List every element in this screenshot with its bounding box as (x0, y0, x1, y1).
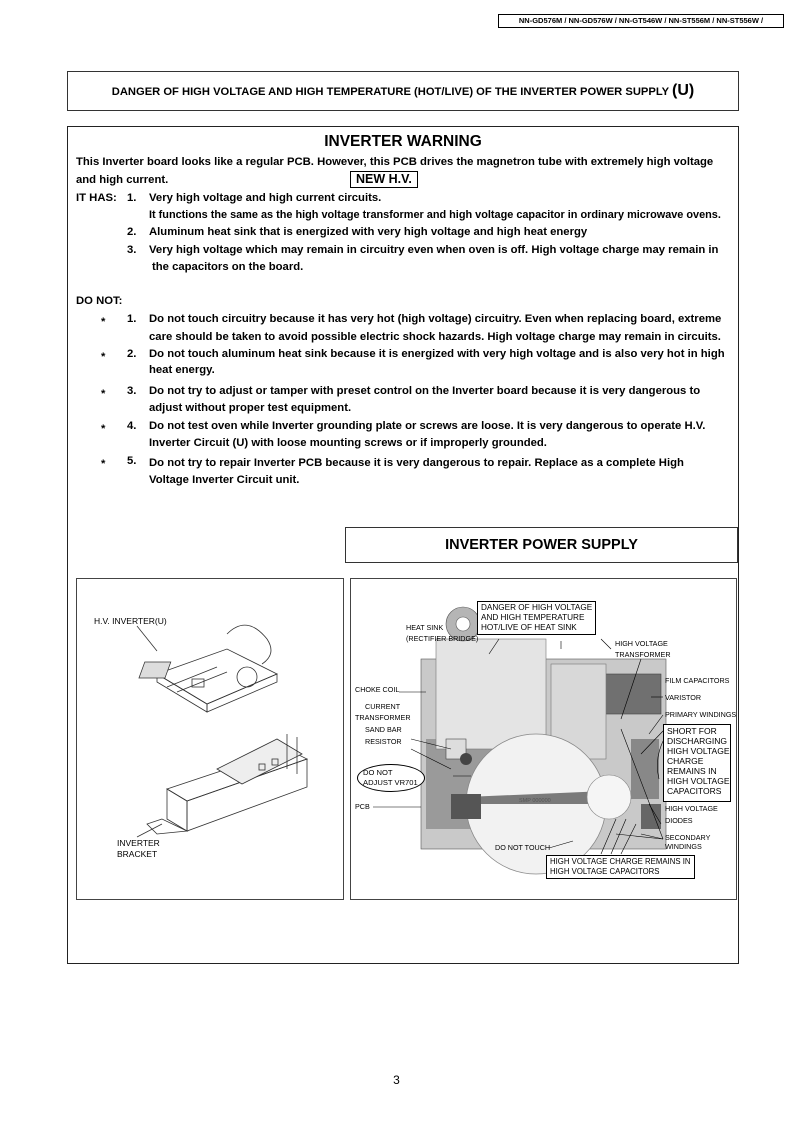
do-not-2-line1: Do not touch aluminum heat sink because it is energized with very high voltage and is also very hot in high (149, 348, 725, 360)
heat-sink-danger-line-3: HOT/LIVE OF HEAT SINK (481, 623, 577, 632)
inverter-bracket-label-2: BRACKET (117, 849, 158, 859)
it-has-label: IT HAS: (76, 192, 117, 204)
primary-windings-label: PRIMARY WINDINGS (665, 710, 737, 719)
it-has-3-line1: Very high voltage which may remain in circuitry even when oven is off. High voltage charge may remain in (149, 244, 719, 256)
short-line-1: SHORT FOR (667, 726, 717, 736)
hv-charge-remains-box (546, 855, 695, 879)
do-not-num-3: 3. (127, 385, 137, 397)
heat-sink-danger-line-1: DANGER OF HIGH VOLTAGE (481, 603, 593, 612)
do-not-num-5: 5. (127, 455, 137, 467)
current-transformer-label-1: CURRENT (365, 702, 401, 711)
do-not-3-line2: adjust without proper test equipment. (149, 402, 352, 414)
do-not-4-line2: Inverter Circuit (U) with loose mounting screws or if improperly grounded. (149, 437, 547, 449)
hv-transformer-label-2: TRANSFORMER (615, 650, 671, 659)
do-not-star-3: * (101, 388, 106, 400)
heat-sink-danger-box (477, 601, 596, 635)
pcb-label: PCB (355, 802, 370, 811)
short-line-5: REMAINS IN (667, 766, 717, 776)
film-capacitors-label: FILM CAPACITORS (665, 676, 730, 685)
do-not-4-line1: Do not test oven while Inverter grounding plate or screws are loose. It is very dangerous to operate H.V. (149, 420, 706, 432)
secondary-windings-label-1: SECONDARY (665, 833, 711, 842)
do-not-adjust-callout (357, 764, 425, 792)
intro-line-1: This Inverter board looks like a regular PCB. However, this PCB drives the magnetron tube with extremely high voltage (76, 156, 714, 168)
hv-diodes-label-1: HIGH VOLTAGE (665, 804, 718, 813)
hv-transformer-label-1: HIGH VOLTAGE (615, 639, 668, 648)
do-not-star-2: * (101, 351, 106, 363)
power-supply-title: INVERTER POWER SUPPLY (345, 527, 738, 563)
inverter-warning-section (67, 126, 739, 964)
warning-title: INVERTER WARNING (324, 133, 482, 150)
hv-charge-remains-line-1: HIGH VOLTAGE CHARGE REMAINS IN (550, 857, 691, 866)
do-not-1-line1: Do not touch circuitry because it has very hot (high voltage) circuitry. Even when replacing board, extreme (149, 313, 722, 325)
resistor-label: RESISTOR (365, 737, 402, 746)
page-number: 3 (393, 1073, 400, 1087)
danger-banner (67, 71, 739, 111)
rectifier-bridge-label: (RECTIFIER BRIDGE) (406, 634, 479, 643)
sand-bar-label: SAND BAR (365, 725, 402, 734)
it-has-num-2: 2. (127, 226, 137, 238)
hv-charge-remains-line-2: HIGH VOLTAGE CAPACITORS (550, 867, 660, 876)
do-not-5-line1: Do not try to repair Inverter PCB because it is very dangerous to repair. Replace as a complete High (149, 457, 684, 469)
it-has-1-line1: Very high voltage and high current circuits. (149, 192, 382, 204)
new-hv-badge: NEW H.V. (350, 171, 418, 188)
inverter-bracket-label-1: INVERTER (117, 838, 160, 848)
inverter-bracket-figure (76, 578, 344, 900)
it-has-num-3: 3. (127, 244, 137, 256)
do-not-star-1: * (101, 316, 106, 328)
heat-sink-danger-line-2: AND HIGH TEMPERATURE (481, 613, 585, 622)
do-not-3-line1: Do not try to adjust or tamper with preset control on the Inverter board because it is very dangerous to (149, 385, 701, 397)
do-not-5-line2: Voltage Inverter Circuit unit. (149, 474, 300, 486)
hv-inverter-label: H.V. INVERTER(U) (94, 616, 167, 626)
do-not-num-1: 1. (127, 313, 137, 325)
choke-coil-label: CHOKE COIL (355, 685, 400, 694)
short-line-6: HIGH VOLTAGE (667, 776, 730, 786)
do-not-label: DO NOT: (76, 295, 123, 307)
short-line-2: DISCHARGING (667, 736, 727, 746)
short-line-7: CAPACITORS (667, 786, 722, 796)
varistor-label: VARISTOR (665, 693, 702, 702)
heat-sink-label: HEAT SINK (406, 623, 444, 632)
do-not-star-5: * (101, 458, 106, 470)
do-not-2-line2: heat energy. (149, 364, 215, 376)
do-not-adjust-line-2: ADJUST VR701 (363, 778, 418, 787)
secondary-windings-label-2: WINDINGS (665, 842, 702, 851)
danger-banner-suffix: (U) (672, 82, 695, 99)
model-list: NN-GD576M / NN-GD576W / NN-GT546W / NN-ST556M / NN-ST556W / (498, 14, 784, 28)
component-marking: SMP 000000 (519, 798, 551, 804)
short-line-4: CHARGE (667, 756, 704, 766)
inverter-pcb-figure (350, 578, 737, 900)
it-has-3-line2: the capacitors on the board. (152, 261, 304, 273)
do-not-num-4: 4. (127, 420, 137, 432)
do-not-touch-label: DO NOT TOUCH (495, 843, 551, 852)
do-not-num-2: 2. (127, 348, 137, 360)
it-has-2-line1: Aluminum heat sink that is energized with very high voltage and high heat energy (149, 226, 588, 238)
current-transformer-label-2: TRANSFORMER (355, 713, 411, 722)
danger-banner-text: DANGER OF HIGH VOLTAGE AND HIGH TEMPERATURE (HOT/LIVE) OF THE INVERTER POWER SUPPLY (111, 86, 669, 98)
do-not-1-line2: care should be taken to avoid possible electric shock hazards. High voltage charge may remain in circuits. (149, 331, 721, 343)
do-not-adjust-line-1: DO NOT (363, 768, 393, 777)
do-not-star-4: * (101, 423, 106, 435)
it-has-num-1: 1. (127, 192, 137, 204)
it-has-1-line2: It functions the same as the high voltage transformer and high voltage capacitor in ordinary microwave ovens. (149, 209, 721, 221)
hv-diodes-label-2: DIODES (665, 816, 693, 825)
short-line-3: HIGH VOLTAGE (667, 746, 730, 756)
intro-line-2: and high current. (76, 174, 169, 186)
short-discharge-box (663, 724, 731, 802)
